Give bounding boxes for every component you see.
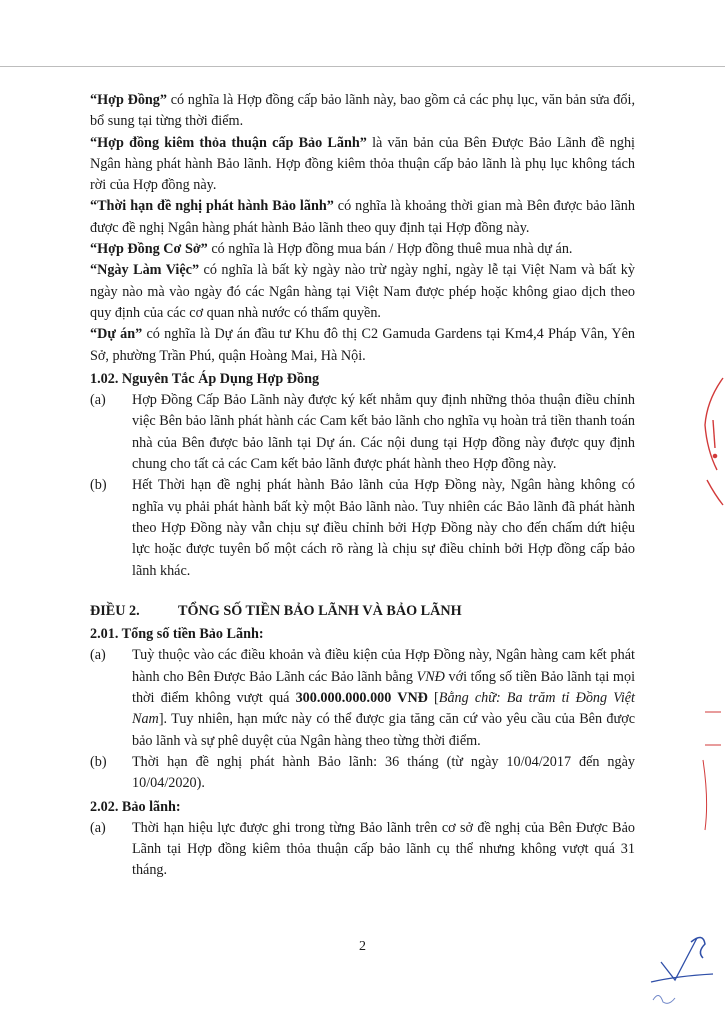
definition-term: “Hợp Đồng Cơ Sở” [90,241,208,258]
guarantee-amount: 300.000.000.000 VNĐ [295,690,428,707]
red-stamp-fragment [705,378,723,505]
clause-1-02-b [90,475,635,581]
clause-text: Thời hạn hiệu lực được ghi trong từng Bảo lãnh trên cơ sở đề nghị của Bên Được Bảo Lãnh tại Hợp đồng kiêm thỏa thuận cấp bảo lãnh cụ thể nhưng không vượt quá 31 tháng. [132,819,635,879]
section-heading-2-02: 2.02. Bảo lãnh: [90,798,181,815]
clause-label: (a) [90,392,106,409]
signature-mark [647,922,719,1012]
clause-text-part: với tổng số tiền Bảo lãnh tại mọi thời điểm không vượt quá [132,668,636,707]
definition-text: là văn bản của Bên Được Bảo Lãnh đề nghị Ngân hàng phát hành Bảo lãnh. Hợp đồng kiêm thỏa thuận cấp bảo lãnh là phụ lục không tách rời của Hợp đồng này. [90,134,636,194]
clause-text: Hợp Đồng Cấp Bảo Lãnh này được ký kết nhằm quy định những thỏa thuận điều chỉnh việc Bên bảo lãnh phát hành các Cam kết bảo lãnh cho nghĩa vụ hoàn trả tiền thanh toán nhà của Bên được bảo lãnh tại Dự án. Các nội dung tại Hợp đồng này được quy định chung cho tất cả các Cam kết bảo lãnh được phát hành theo Hợp đồng này. [132,392,635,473]
definition-text: có nghĩa là khoảng thời gian mà Bên được bảo lãnh được đề nghị Ngân hàng phát hành Bảo lãnh theo quy định tại Hợp đồng này. [90,198,635,236]
definition-term: “Hợp Đồng” [90,92,167,108]
top-divider [0,66,725,67]
currency: VNĐ [416,668,445,685]
clause-text: Thời hạn đề nghị phát hành Bảo lãnh: 36 tháng (từ ngày 10/04/2017 đến ngày 10/04/2020). [132,753,635,792]
clause-label: (b) [90,753,107,770]
definition-term: “Ngày Làm Việc” [90,262,200,279]
clause-label: (a) [90,647,106,664]
document-body [90,90,635,882]
red-seal-fragment [703,712,721,830]
definition-term: “Hợp đồng kiêm thỏa thuận cấp Bảo Lãnh” [90,134,367,151]
clause-label: (a) [90,819,106,836]
definition-term: “Thời hạn đề nghị phát hành Bảo lãnh” [90,198,334,215]
definition-text: có nghĩa là Dự án đầu tư Khu đô thị C2 Gamuda Gardens tại Km4,4 Pháp Vân, Yên Sở, phường Trần Phú, quận Hoàng Mai, Hà Nội. [90,326,635,364]
amount-in-words: Bằng chữ: Ba trăm tỉ Đồng Việt Nam [132,690,635,728]
clause-text-part: Tuỳ thuộc vào các điều khoản và điều kiện của Hợp Đồng này, Ngân hàng cam kết phát hành cho Bên Được Bảo Lãnh các Bảo lãnh bằng [132,647,635,685]
definition-term: “Dự án” [90,326,143,343]
definition-ngay-lam-viec [90,260,635,324]
clause-label: (b) [90,477,107,494]
section-heading-1-02: 1.02. Nguyên Tắc Áp Dụng Hợp Đồng [90,370,320,387]
section-heading-2-01: 2.01. Tổng số tiền Bảo Lãnh: [90,626,264,643]
clause-text [132,645,635,751]
definition-text: có nghĩa là Hợp đồng cấp bảo lãnh này, bao gồm cả các phụ lục, văn bản sửa đổi, bổ sung tại từng thời điểm. [90,92,635,130]
definition-hop-dong [90,90,635,133]
definition-hop-dong-kiem-thoa-thuan [90,133,635,197]
margin-stamp-marks [695,0,725,1024]
clause-text-part: [ [427,690,439,707]
clause-2-02-a [90,818,635,882]
definition-thoi-han [90,196,635,239]
clause-2-01-a [90,645,635,751]
definition-du-an [90,324,635,367]
article-2-heading [90,601,635,622]
definition-text: có nghĩa là Hợp đồng mua bán / Hợp đồng thuê mua nhà dự án. [207,241,573,258]
definition-hop-dong-co-so [90,239,635,260]
clause-1-02-a [90,390,635,475]
article-number: ĐIỀU 2. [90,602,140,619]
page-number: 2 [359,939,366,954]
clause-text: Hết Thời hạn đề nghị phát hành Bảo lãnh của Hợp Đồng này, Ngân hàng không có nghĩa vụ phải phát hành bất kỳ một Bảo lãnh nào. Tuy nhiên các Bảo lãnh đã phát hành theo Hợp Đồng này vẫn chịu sự điều chỉnh bởi Hợp Đồng này cho đến chấm dứt hiệu lực hoặc được tuyên bố một cách rõ ràng là chịu sự điều chỉnh bởi Hợp đồng cấp bảo lãnh khác. [132,477,635,579]
clause-2-01-b [90,752,635,795]
article-title: TỔNG SỐ TIỀN BẢO LÃNH VÀ BẢO LÃNH [178,602,462,619]
definition-text: có nghĩa là bất kỳ ngày nào trừ ngày nghỉ, ngày lễ tại Việt Nam và bất kỳ ngày nào mà vào ngày đó các Ngân hàng tại Việt Nam được phép hoặc không giao dịch theo quy định của các cơ quan nhà nước có thẩm quyền. [90,262,635,321]
clause-text-part: ]. Tuy nhiên, hạn mức này có thể được gia tăng căn cứ vào yêu cầu của Bên được bảo lãnh và sự phê duyệt của Ngân hàng theo từng thời điểm. [132,711,635,749]
